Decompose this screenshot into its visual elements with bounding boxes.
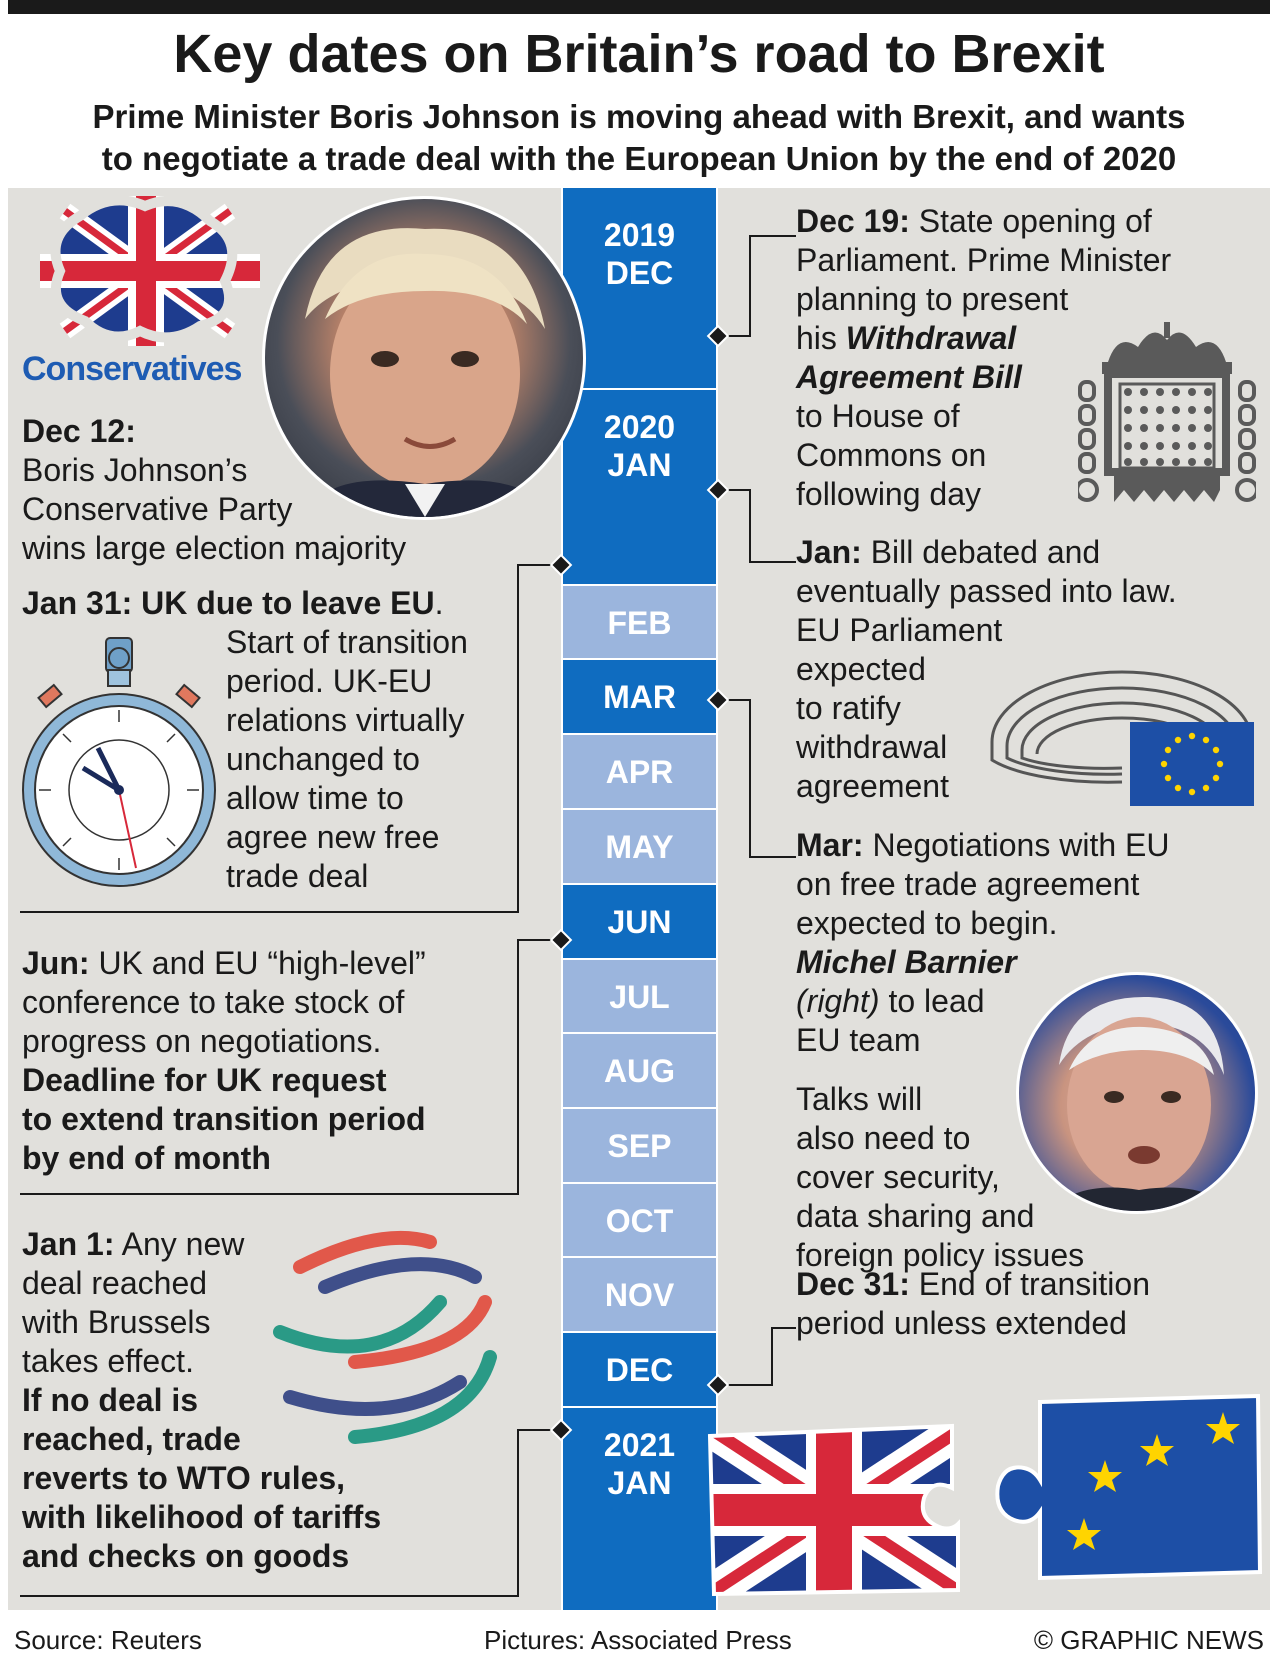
text-line: eventually passed into law.	[796, 573, 1177, 609]
text-line: expected	[796, 651, 926, 687]
text-line: his	[796, 320, 846, 356]
timeline-month: OCT	[605, 1203, 674, 1239]
text-line: progress on negotiations.	[22, 1023, 382, 1059]
dec31-label: Dec 31:	[796, 1266, 910, 1302]
jun-text	[22, 944, 426, 1178]
text-line: trade deal	[226, 858, 369, 894]
text-line: reverts to WTO rules,	[22, 1460, 346, 1496]
timeline-year: 2020	[603, 409, 676, 445]
text-line: period unless extended	[796, 1305, 1127, 1341]
text-line: cover security,	[796, 1159, 1000, 1195]
timeline-month: MAY	[605, 829, 674, 865]
footer-pictures: Pictures: Associated Press	[484, 1625, 792, 1655]
timeline-month: AUG	[603, 1053, 676, 1089]
text-line: If no deal is	[22, 1382, 199, 1418]
timeline-year: 2021	[603, 1427, 676, 1463]
text-line: and checks on goods	[22, 1538, 350, 1574]
text-line: reached, trade	[22, 1421, 241, 1457]
text-line: withdrawal	[796, 729, 948, 765]
subtitle-line: to negotiate a trade deal with the European Union by the end of 2020	[101, 140, 1177, 177]
text-line: planning to present	[796, 281, 1069, 317]
text-line: UK and EU “high-level”	[89, 945, 426, 981]
conservatives-wordmark: Conservatives	[22, 350, 242, 388]
text-line: Boris Johnson’s	[22, 452, 248, 488]
portcullis-icon	[1078, 322, 1256, 510]
text-line: Start of transition	[226, 624, 468, 660]
heading-period: .	[434, 585, 444, 621]
jan31-label: Jan 31: UK due to leave EU	[22, 585, 435, 621]
subtitle-line: Prime Minister Boris Johnson is moving ahead with Brexit, and wants	[92, 98, 1186, 135]
timeline-month: APR	[605, 754, 674, 790]
bill-name: Agreement Bill	[796, 359, 1022, 395]
jan-label: Jan:	[796, 534, 862, 570]
footer-credit: © GRAPHIC NEWS	[1033, 1625, 1264, 1655]
text-line: allow time to	[226, 780, 404, 816]
text-line: Bill debated and	[861, 534, 1101, 570]
timeline-year: 2019	[603, 217, 676, 253]
bill-name: Withdrawal	[845, 320, 1017, 356]
text-line: End of transition	[909, 1266, 1150, 1302]
text-line: Any new	[114, 1226, 245, 1262]
text-line: with likelihood of tariffs	[22, 1499, 382, 1535]
text-line: to House of	[796, 398, 960, 434]
text-line: wins large election majority	[22, 530, 407, 566]
text-line: foreign policy issues	[796, 1237, 1085, 1273]
union-jack-puzzle-piece	[706, 1400, 980, 1600]
timeline-month: DEC	[605, 255, 674, 291]
jan31-text	[226, 623, 468, 896]
text-line: following day	[796, 476, 981, 512]
barnier-name: Michel Barnier	[796, 944, 1017, 980]
eu-flag-puzzle-piece	[990, 1394, 1266, 1604]
text-line: relations virtually	[226, 702, 465, 738]
text-line: data sharing and	[796, 1198, 1035, 1234]
timeline-month: JAN	[607, 1465, 672, 1501]
text-line: takes effect.	[22, 1343, 194, 1379]
text-line: State opening of	[909, 203, 1152, 239]
text-line: conference to take stock of	[22, 984, 405, 1020]
timeline-month: NOV	[604, 1277, 675, 1313]
jan31-heading	[22, 584, 443, 623]
mar-label: Mar:	[796, 827, 864, 863]
timeline-month: MAR	[603, 679, 676, 715]
text-line: with Brussels	[22, 1304, 211, 1340]
text-line: to ratify	[796, 690, 901, 726]
barnier-face-illustration	[1019, 975, 1255, 1211]
dec19-label: Dec 19:	[796, 203, 910, 239]
text-line: EU team	[796, 1022, 921, 1058]
page-title: Key dates on Britain’s road to Brexit	[173, 24, 1105, 84]
dec12-label: Dec 12:	[22, 413, 136, 449]
text-line: Negotiations with EU	[863, 827, 1170, 863]
text-line: also need to	[796, 1120, 971, 1156]
dec12-text	[22, 412, 406, 568]
text-line: Conservative Party	[22, 491, 293, 527]
timeline-month: DEC	[605, 1352, 674, 1388]
jun-label: Jun:	[22, 945, 90, 981]
timeline-month: JAN	[607, 447, 672, 483]
text-line: agree new free	[226, 819, 440, 855]
text-line: Talks will	[796, 1081, 923, 1117]
text-line: Commons on	[796, 437, 987, 473]
text-line: to extend transition period	[22, 1101, 426, 1137]
timeline-month: JUN	[607, 904, 672, 940]
text-line: unchanged to	[226, 741, 420, 777]
timeline-month: JUL	[609, 979, 670, 1015]
timeline-month: FEB	[607, 605, 672, 641]
text-line: EU Parliament	[796, 612, 1003, 648]
text-line: to lead	[879, 983, 985, 1019]
dec31-text	[796, 1265, 1150, 1343]
michel-barnier-photo	[1016, 972, 1258, 1214]
text-line: (right)	[796, 983, 880, 1019]
text-line: on free trade agreement	[796, 866, 1140, 902]
jan1-label: Jan 1:	[22, 1226, 115, 1262]
wto-logo	[260, 1222, 510, 1462]
text-line: period. UK-EU	[226, 663, 433, 699]
text-line: by end of month	[22, 1140, 271, 1176]
eu-flag-icon	[1130, 722, 1254, 806]
footer-source: Source: Reuters	[14, 1625, 202, 1655]
text-line: agreement	[796, 768, 949, 804]
text-line: deal reached	[22, 1265, 208, 1301]
text-line: Parliament. Prime Minister	[796, 242, 1172, 278]
stopwatch-icon	[18, 628, 218, 896]
text-line: Deadline for UK request	[22, 1062, 387, 1098]
text-line: expected to begin.	[796, 905, 1058, 941]
timeline-month: SEP	[607, 1128, 672, 1164]
